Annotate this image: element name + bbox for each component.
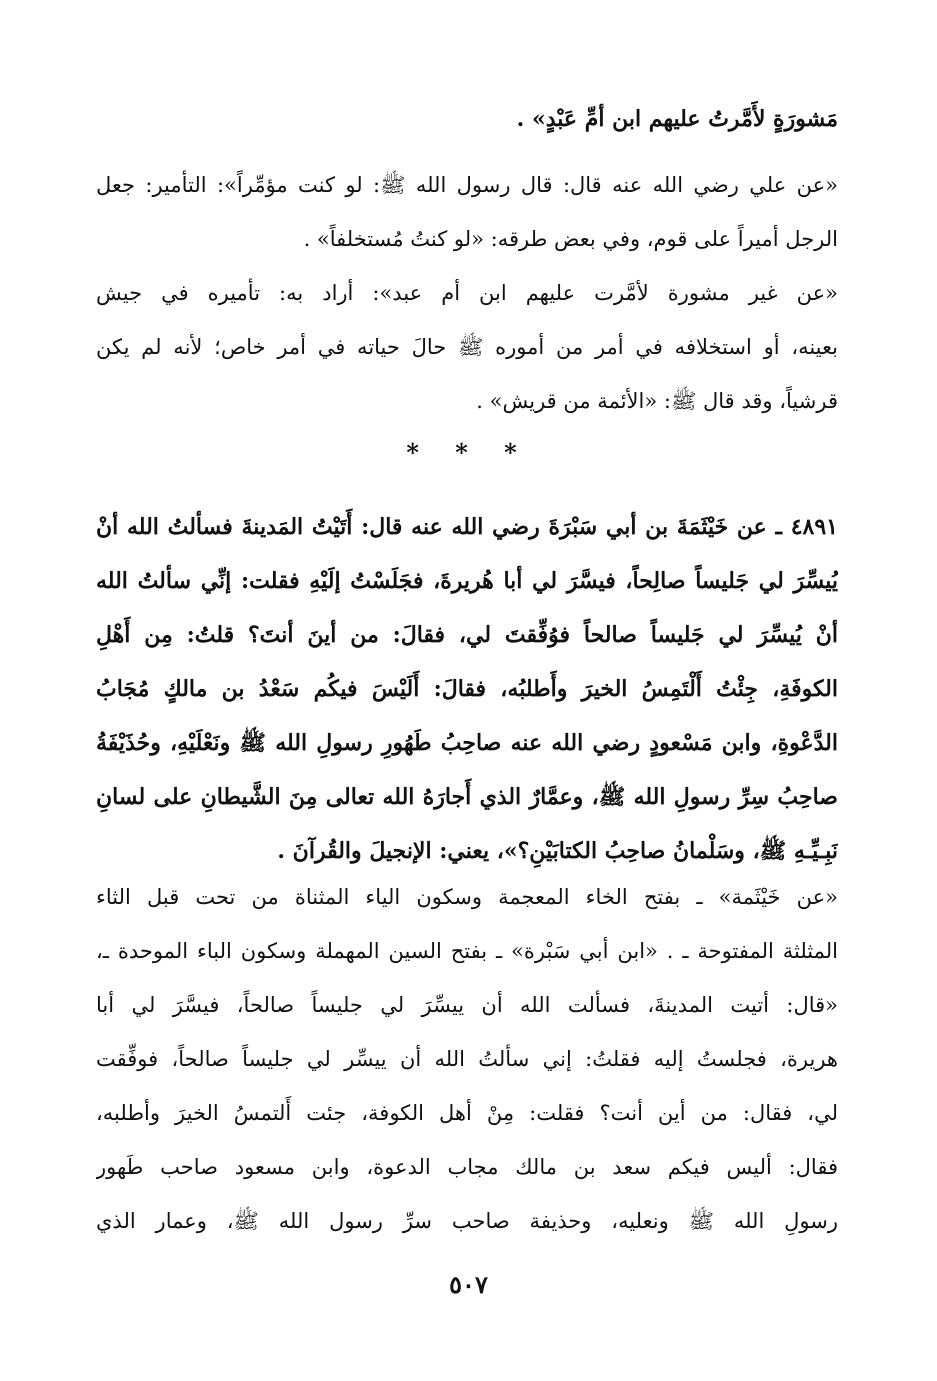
text-line: «عن خَيْثَمة» ـ بفتح الخاء المعجمة وسكون الياء المثناة من تحت قبل الثاء <box>96 885 838 909</box>
hadith-4891 <box>96 500 838 878</box>
text-line: ٤٨٩١ ـ عن خَيْثَمَةَ بن أبي سَبْرَةَ رضي الله عنه قال: أَتَيْتُ المَدينةَ فسألتُ الله أنْ <box>96 514 838 540</box>
text-line: قرشياً، وقد قال ﷺ: «الأئمة من قريش» . <box>476 389 838 413</box>
hadith-commentary <box>96 870 838 1248</box>
text-line: صاحِبُ سِرِّ رسولِ الله ﷺ، وعمَّارٌ الذي أَجارَهُ الله تعالى مِنَ الشَّيطانِ على لسانِ <box>96 784 838 810</box>
text-line: الكوفَةِ، جِئْتُ أَلْتَمِسُ الخيرَ وأَطلبُه، فقالَ: أَلَيْسَ فيكُم سَعْدُ بن مالكٍ مُجَابُ <box>96 676 838 702</box>
commentary-paragraph-mashwara <box>96 266 838 428</box>
text-line: هريرة، فجلستُ إليه فقلتُ: إني سألتُ الله أن ييسِّر لي جليساً صالحاً، فوفِّقت <box>96 1047 838 1071</box>
text-line: مَشورَةٍ لأَمَّرتُ عليهم ابن أمِّ عَبْدٍ» . <box>516 106 838 132</box>
section-separator: * * * <box>406 438 531 467</box>
text-line: نَبِـيِّـهِ ﷺ، وسَلْمانُ صاحِبُ الكتابَيْنِ؟»، يعني: الإنجيلَ والقُرآنَ . <box>277 838 838 864</box>
text-line: «عن غير مشورة لأمَّرت عليهم ابن أم عبد»: أراد به: تأميره في جيش <box>96 281 838 305</box>
text-line: المثلثة المفتوحة ـ . «ابن أبي سَبْرة» ـ بفتح السين المهملة وسكون الباء الموحدة ـ، <box>96 939 838 963</box>
text-line: رسولِ الله ﷺ ونعليه، وحذيفة صاحب سرِّ رسول الله ﷺ، وعمار الذي <box>96 1209 838 1233</box>
text-line: لي، فقال: من أين أنت؟ فقلت: مِنْ أهل الكوفة، جئت أَلتمسُ الخيرَ وأطلبه، <box>96 1101 838 1125</box>
text-line: فقال: أليس فيكم سعد بن مالك مجاب الدعوة، وابن مسعود صاحب طَهور <box>96 1155 838 1179</box>
text-line: الدَّعْوةِ، وابن مَسْعودٍ رضي الله عنه صاحِبُ طَهُورِ رسولِ الله ﷺ ونَعْلَيْهِ، وحُذَيْفَةُ <box>96 730 838 756</box>
continuation-paragraph <box>96 92 838 146</box>
text-line: الرجل أميراً على قوم، وفي بعض طرقه: «لو كنتُ مُستخلفاً» . <box>303 227 838 251</box>
text-line: بعينه، أو استخلافه في أمر من أموره ﷺ حالَ حياته في أمر خاص؛ لأنه لم يكن <box>96 335 838 359</box>
text-line: «قال: أتيت المدينةَ، فسألت الله أن ييسِّرَ لي جليساً صالحاً، فيسَّرَ لي أبا <box>96 993 838 1017</box>
commentary-paragraph-ali <box>96 158 838 266</box>
text-line: «عن علي رضي الله عنه قال: قال رسول الله ﷺ: لو كنت مؤمِّراً»: التأمير: جعل <box>96 173 838 197</box>
text-line: يُيسِّرَ لي جَليساً صالِحاً، فيسَّرَ لي أبا هُريرةَ، فجَلَسْتُ إلَيْهِ فقلت: إنِّي سألتُ الله <box>96 568 838 594</box>
text-line: أنْ يُيسِّرَ لي جَليساً صالحاً فوُفِّقتَ لي، فقالَ: من أينَ أنتَ؟ قلتُ: مِن أَهْلِ <box>96 622 838 648</box>
page-number: ٥٠٧ <box>449 1270 488 1299</box>
